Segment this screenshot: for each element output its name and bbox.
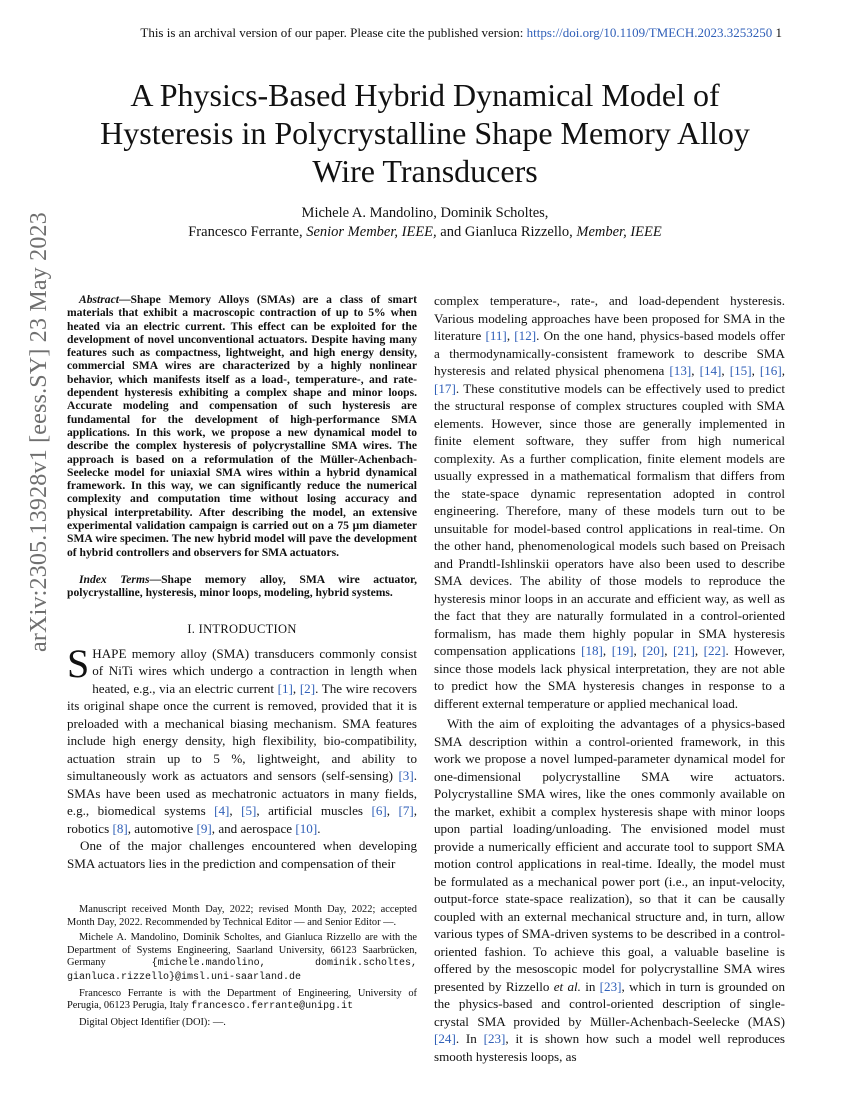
- index-terms-text: —Shape memory alloy, SMA wire actuator, polycrystalline, hysteresis, minor loops, modeling, hybrid systems.: [67, 572, 417, 600]
- index-terms-label: Index Terms: [79, 572, 150, 586]
- author-ferrante: Francesco Ferrante,: [188, 224, 307, 240]
- citation-link[interactable]: [24]: [434, 1031, 456, 1046]
- citation-link[interactable]: [18]: [581, 643, 603, 658]
- citation-link[interactable]: [10]: [295, 820, 318, 836]
- author-list: [70, 204, 780, 242]
- right-column: [434, 292, 785, 1065]
- citation-link[interactable]: [16]: [759, 363, 782, 378]
- doi-link[interactable]: https://doi.org/10.1109/TMECH.2023.3253250: [526, 25, 773, 40]
- citation-link[interactable]: [20]: [642, 643, 665, 658]
- citation-link[interactable]: [14]: [699, 363, 722, 378]
- footnote-doi: Digital Object Identifier (DOI): —.: [79, 1016, 226, 1028]
- citation-link[interactable]: [5]: [241, 803, 257, 819]
- author-line-1: Michele A. Mandolino, Dominik Scholtes,: [301, 205, 549, 221]
- abstract-label: Abstract: [79, 293, 119, 306]
- footnotes: [67, 904, 417, 1032]
- et-al: et al.: [553, 978, 581, 994]
- citation-link[interactable]: [1]: [277, 680, 293, 696]
- citation-link[interactable]: [3]: [398, 768, 414, 784]
- citation-link[interactable]: [19]: [611, 643, 634, 658]
- citation-link[interactable]: [9]: [196, 820, 212, 836]
- author-ferrante-membership: Senior Member, IEEE,: [306, 224, 437, 240]
- citation-link[interactable]: [12]: [514, 328, 537, 343]
- citation-link[interactable]: [6]: [371, 803, 387, 819]
- email-address[interactable]: francesco.ferrante@unipg.it: [191, 1001, 354, 1013]
- citation-link[interactable]: [17]: [434, 380, 456, 396]
- drop-cap: S: [67, 640, 90, 686]
- header-text: This is an archival version of our paper. Please cite the published version:: [140, 25, 527, 40]
- arxiv-stamp-text[interactable]: arXiv:2305.13928v1 [eess.SY] 23 May 2023: [26, 212, 52, 652]
- index-terms: [67, 573, 417, 600]
- intro-paragraph-2: One of the major challenges encountered when developing SMA actuators lies in the prediction and compensation of their: [67, 838, 417, 871]
- intro-paragraph-1: SHAPE memory alloy (SMA) transducers commonly consist of NiTi wires which undergo a contraction in length when heated, e.g., via an electric current [1], [2]. The wire recovers its original shape once the current is removed, provided that it is preloaded with a mechanical biasing mechanism. SMA features include high energy density, high flexibility, bio-compatibility, actuation strain up to 5 %, lightweight, and ability to simultaneously work as actuators and sensors (self-sensing) [3]. SMAs have been used as mechatronic actuators in many fields, e.g., biomedical systems [4], [5], artificial muscles [6], [7], robotics [8], automotive [9], and aerospace [10].: [67, 640, 418, 836]
- running-header: [80, 23, 782, 43]
- footnote-affiliation-2: Francesco Ferrante is with the Department of Engineering, University of Perugia, 06123 Perugia, Italy francesco.ferrante@unipg.it: [67, 987, 417, 1013]
- page-number: 1: [775, 25, 782, 40]
- email-addresses[interactable]: {michele.mandolino, dominik.scholtes, gianluca.rizzello}@imsl.uni-saarland.de: [67, 958, 417, 983]
- citation-link[interactable]: [8]: [112, 820, 128, 836]
- intro-paragraph-3: complex temperature-, rate-, and load-dependent hysteresis. Various modeling approaches have been proposed for SMA in the literature [11], [12]. On the one hand, physics-based models offer a thermodynamically-consistent framework to describe SMA hysteresis and related physical phenomena [13], [14], [15], [16], [17]. These constitutive models can be effectively used to predict the structural response of complex structures coupled with SMA elements. However, since those are generally implemented in finite element software, they suffer from high numerical complexity. As a further complication, finite element models are usually expressed in a mathematical formalism that differs from the state-space dynamic representation adopted in control engineering. Therefore, many of these models turn out to be unsuitable for model-based control applications in real-time. On the other hand, phenomenological models such based on Preisach and Prandtl-Ishlinskii operators have also been used to describe SMA devices. The ability of those models to reproduce the hysteresis minor loops in an accurate and efficient way, as well as the fact that they are naturally formulated in a control-oriented formalism, has made them highly popular in SMA hysteresis compensation applications [18], [19], [20], [21], [22]. However, since those models lack physical interpretation, they are not able to predict how the SMA hysteresis changes in response to a different external temperature or applied mechanical load.: [434, 293, 786, 711]
- citation-link[interactable]: [15]: [729, 363, 752, 378]
- footnote-manuscript: Manuscript received Month Day, 2022; revised Month Day, 2022; accepted Month Day, 2022. Recommended by Technical Editor — and Senior Editor —.: [67, 904, 417, 928]
- citation-link[interactable]: [21]: [673, 643, 695, 658]
- citation-link[interactable]: [7]: [398, 803, 414, 819]
- abstract: [67, 293, 417, 559]
- citation-link[interactable]: [23]: [483, 1031, 506, 1046]
- citation-link[interactable]: [2]: [299, 680, 316, 696]
- citation-link[interactable]: [22]: [703, 643, 726, 658]
- section-heading-introduction: I. INTRODUCTION: [187, 621, 297, 636]
- citation-link[interactable]: [13]: [669, 363, 692, 378]
- author-line-2: [70, 223, 780, 242]
- citation-link[interactable]: [4]: [214, 803, 230, 819]
- left-column: [67, 293, 417, 872]
- citation-link[interactable]: [23]: [599, 978, 622, 994]
- citation-link[interactable]: [11]: [485, 328, 507, 343]
- intro-paragraph-4: With the aim of exploiting the advantages of a physics-based SMA description within a control-oriented framework, in this work we propose a novel lumped-parameter dynamical model for one-dimensional polycrystalline SMA wire actuators. Polycrystalline SMA wires, like the ones commonly available on the market, exhibit a complex hysteresis shape with minor loops upon partial loading/unloading. The envisioned model must provide a numerically efficient and accurate tool to support SMA motion control applications in real-time. Ideally, the model must be formulated as a mechanical power port (i.e., an input-velocity, output-force state-space realization), so that it can be causally coupled with an external mechanical structure and, in turn, allow various types of SMA-driven systems to be described in a control-oriented fashion. To achieve this goal, a valuable baseline is offered by the mesoscopic model for polycrystalline SMA wires presented by Rizzello et al. in [23], which in turn is grounded on the physics-based and control-oriented description of single-crystal SMA provided by Müller-Achenbach-Seelecke (MAS) [24]. In [23], it is shown how such a model well reproduces smooth hysteresis loops, as: [434, 716, 785, 1064]
- paper-title: A Physics-Based Hybrid Dynamical Model of Hysteresis in Polycrystalline Shape Memory Alloy Wire Transducers: [100, 77, 750, 189]
- author-rizzello-membership: Member, IEEE: [576, 224, 662, 240]
- author-rizzello: and Gianluca Rizzello,: [436, 224, 577, 240]
- abstract-text: —Shape Memory Alloys (SMAs) are a class of smart materials that exhibit a macroscopic contraction of up to 5% when heated via an electric current. This effect can be exploited for the development of novel unconventional actuators. Despite having many features such as compactness, lightweight, and high energy density, commercial SMA wires are characterized by a highly nonlinear behavior, which manifests itself as a load-, temperature-, and rate-dependent hysteresis exhibiting a complex shape and minor loops. Accurate modeling and compensation of such hysteresis are fundamental for the development of high-performance SMA applications. In this work, we propose a new dynamical model to describe the complex hysteresis of polycrystalline SMA wires. The approach is based on a reformulation of the Müller-Achenbach-Seelecke model for uniaxial SMA wires within a hybrid dynamical framework. In this way, we can significantly reduce the numerical complexity and computation time without losing accuracy and physical interpretability. After describing the model, an extensive experimental validation campaign is carried out on a 75 μm diameter SMA wire specimen. The new hybrid model will pave the development of hybrid controllers and observers for SMA actuators.: [67, 293, 417, 559]
- footnote-affiliation-1: Michele A. Mandolino, Dominik Scholtes, and Gianluca Rizzello are with the Department of Systems Engineering, Saarland University, 66123 Saarbrücken, Germany {michele.mandolino, dominik.scholtes, gianluca.rizzello}@imsl.uni-saarland.de: [67, 932, 417, 983]
